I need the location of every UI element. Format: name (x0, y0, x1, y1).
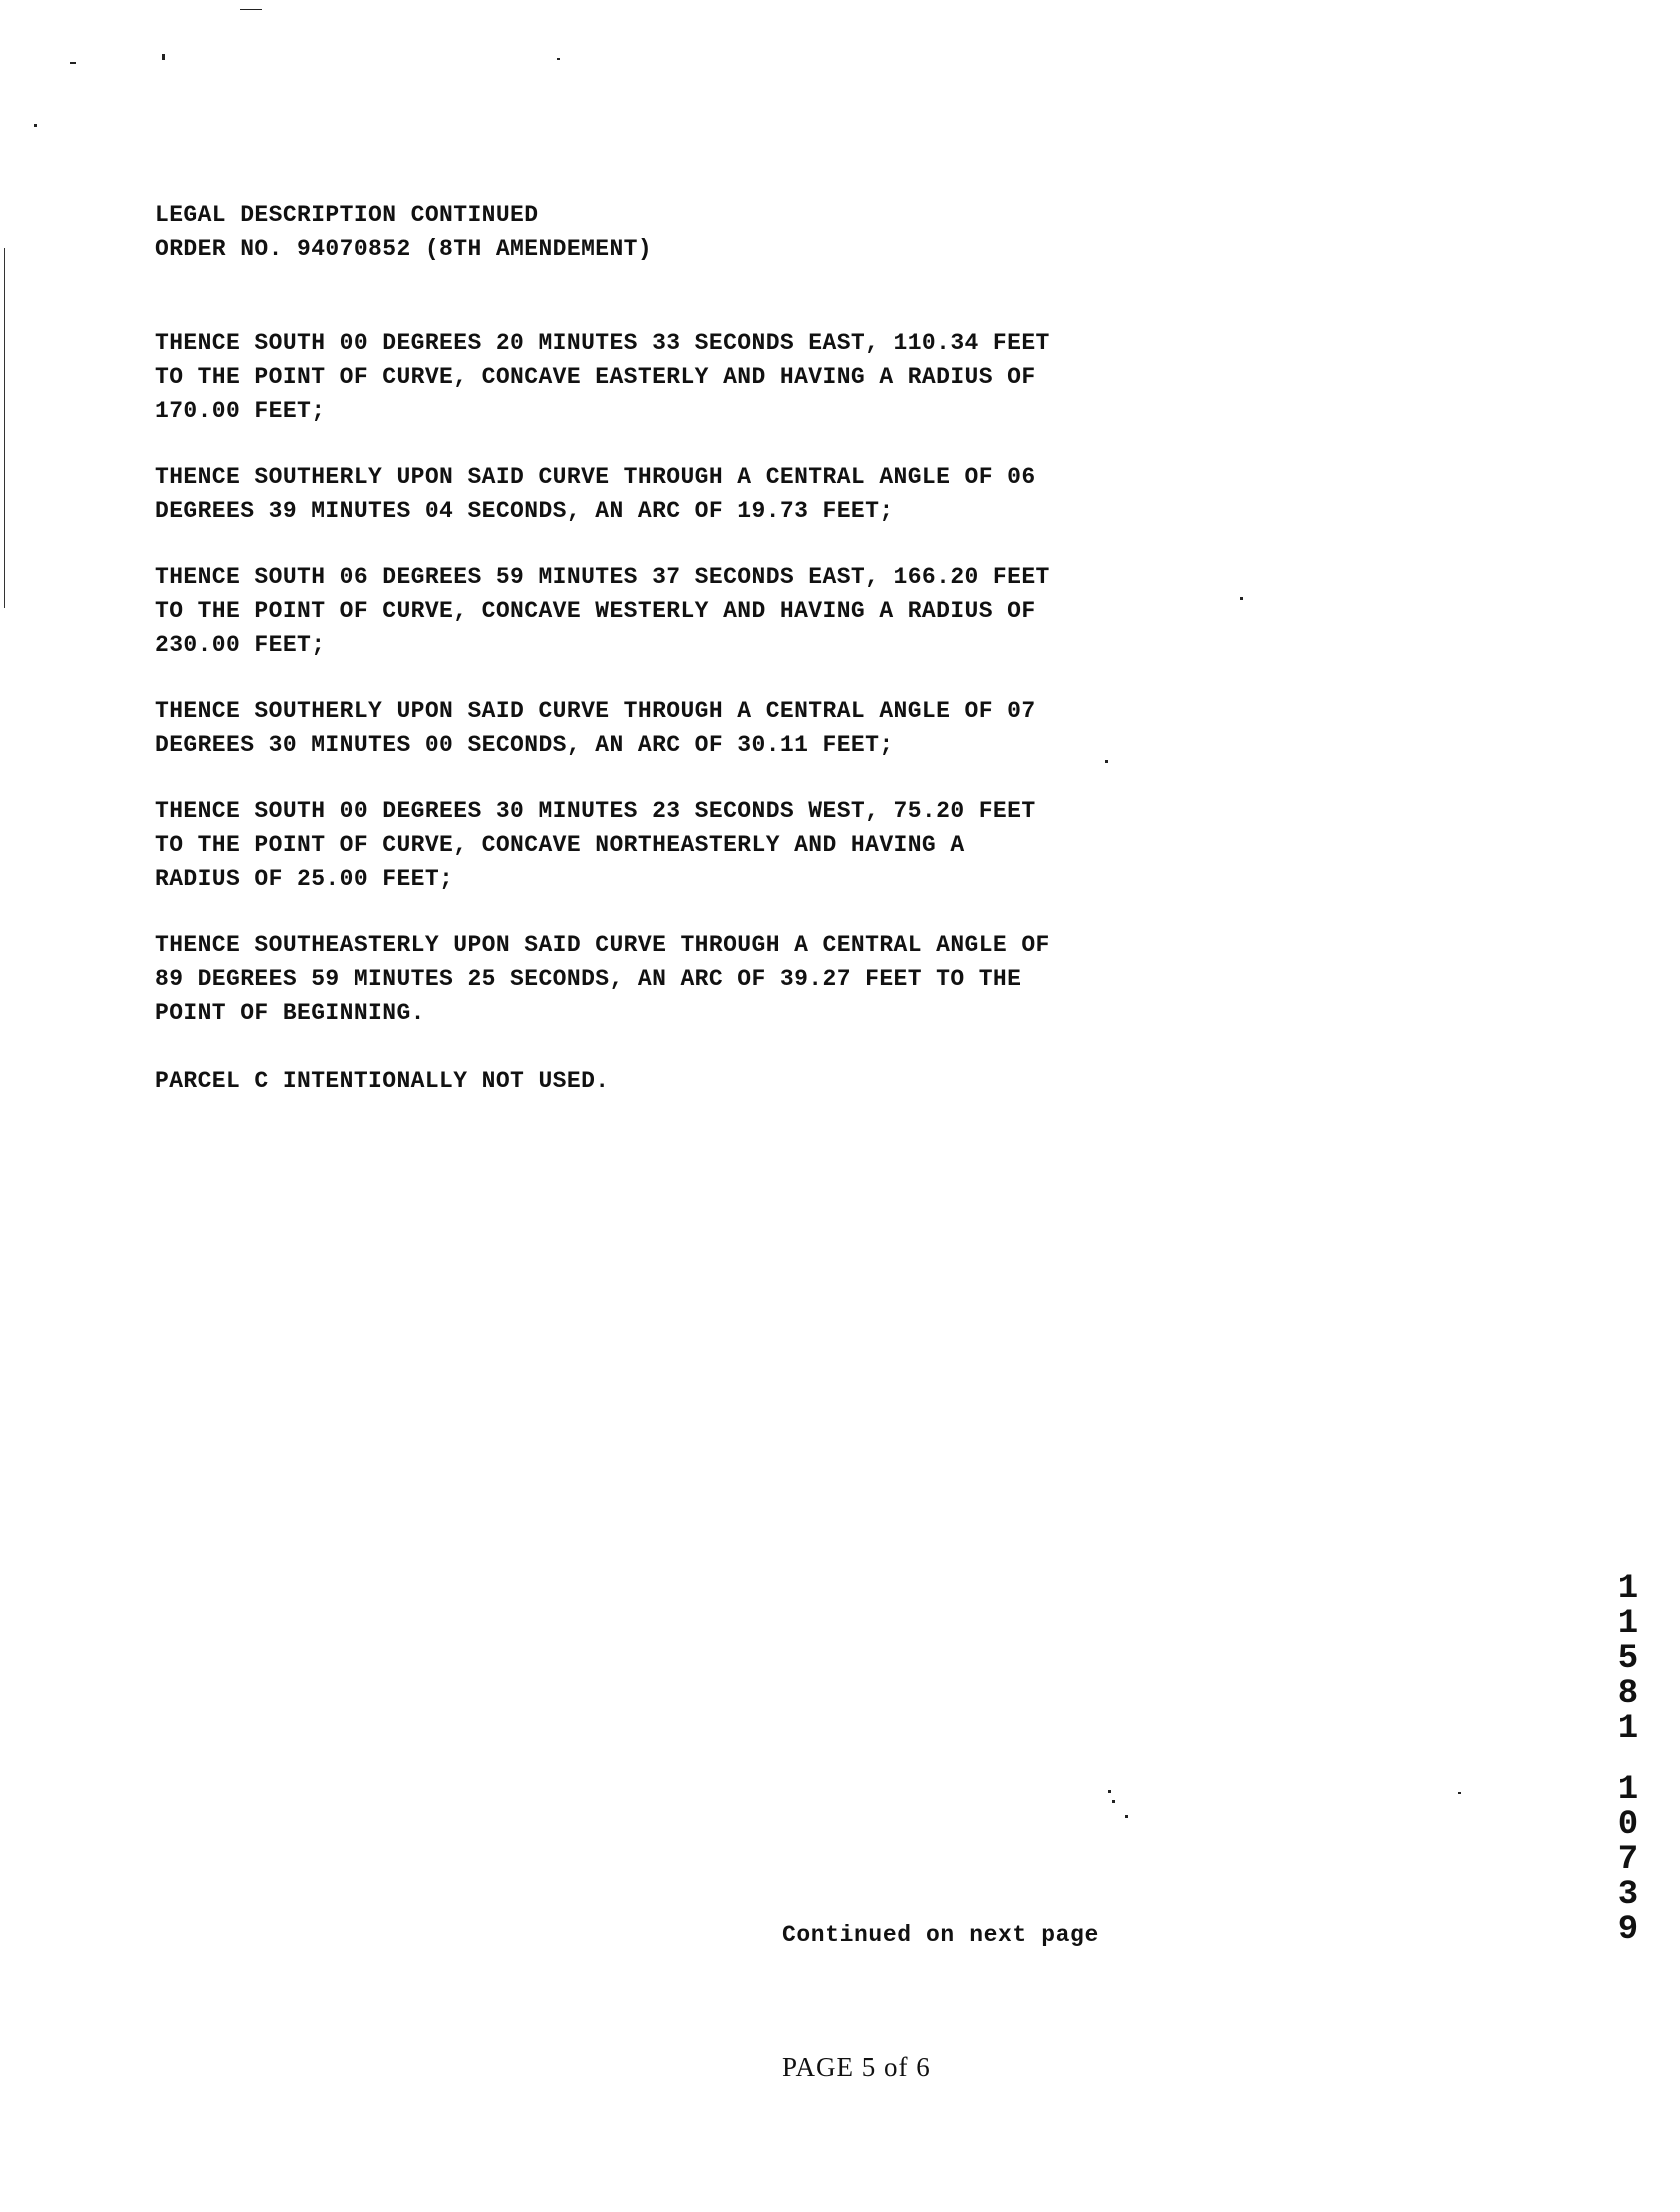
stamp-gap (1608, 1747, 1648, 1773)
stamp-digit: 1 (1617, 1710, 1639, 1748)
stamp-digit: 7 (1617, 1841, 1639, 1879)
stamp-digit: 8 (1617, 1675, 1639, 1713)
scan-speck (34, 124, 37, 127)
parcel-note: PARCEL C INTENTIONALLY NOT USED. (155, 1068, 610, 1094)
stamp-digit: 9 (1617, 1911, 1639, 1949)
stamp-digit: 3 (1617, 1876, 1639, 1914)
legal-paragraph: THENCE SOUTHEASTERLY UPON SAID CURVE THROUGH A CENTRAL ANGLE OF 89 DEGREES 59 MINUTES 25 SECONDS, AN ARC OF 39.27 FEET TO THE POINT OF BEGINNING. (155, 932, 1050, 1026)
scan-speck (70, 62, 76, 64)
scan-speck (1240, 597, 1243, 600)
header-title: LEGAL DESCRIPTION CONTINUED (155, 202, 539, 228)
legal-paragraph: THENCE SOUTH 00 DEGREES 20 MINUTES 33 SECONDS EAST, 110.34 FEET TO THE POINT OF CURVE, CONCAVE EASTERLY AND HAVING A RADIUS OF 170.00 FEET; (155, 330, 1050, 424)
stamp-digit: 1 (1617, 1771, 1639, 1809)
legal-paragraph: THENCE SOUTHERLY UPON SAID CURVE THROUGH A CENTRAL ANGLE OF 07 DEGREES 30 MINUTES 00 SECONDS, AN ARC OF 30.11 FEET; (155, 698, 1036, 758)
scan-speck (1108, 1790, 1111, 1793)
order-number: ORDER NO. 94070852 (8TH AMENDEMENT) (155, 236, 653, 262)
legal-paragraph: THENCE SOUTH 00 DEGREES 30 MINUTES 23 SECONDS WEST, 75.20 FEET TO THE POINT OF CURVE, CONCAVE NORTHEASTERLY AND HAVING A RADIUS OF 25.00 FEET; (155, 798, 1036, 892)
recording-stamp (1608, 1572, 1648, 1948)
stamp-digit: 5 (1617, 1640, 1639, 1678)
scan-speck (240, 9, 262, 10)
stamp-digit: 1 (1617, 1605, 1639, 1643)
page-number: PAGE 5 of 6 (782, 2052, 931, 2082)
continued-note: Continued on next page (782, 1922, 1099, 1948)
legal-paragraph: THENCE SOUTH 06 DEGREES 59 MINUTES 37 SECONDS EAST, 166.20 FEET TO THE POINT OF CURVE, CONCAVE WESTERLY AND HAVING A RADIUS OF 230.00 FEET; (155, 564, 1050, 658)
legal-paragraph: THENCE SOUTHERLY UPON SAID CURVE THROUGH A CENTRAL ANGLE OF 06 DEGREES 39 MINUTES 04 SECONDS, AN ARC OF 19.73 FEET; (155, 464, 1036, 524)
scan-speck (1112, 1800, 1115, 1803)
scan-speck (162, 54, 165, 60)
scan-speck (1458, 1792, 1461, 1794)
scan-speck (1125, 1815, 1128, 1818)
scan-edge-line (4, 248, 5, 608)
stamp-digit: 0 (1617, 1806, 1639, 1844)
scan-speck (557, 58, 560, 60)
stamp-digit: 1 (1617, 1570, 1639, 1608)
document-header (155, 198, 1215, 266)
